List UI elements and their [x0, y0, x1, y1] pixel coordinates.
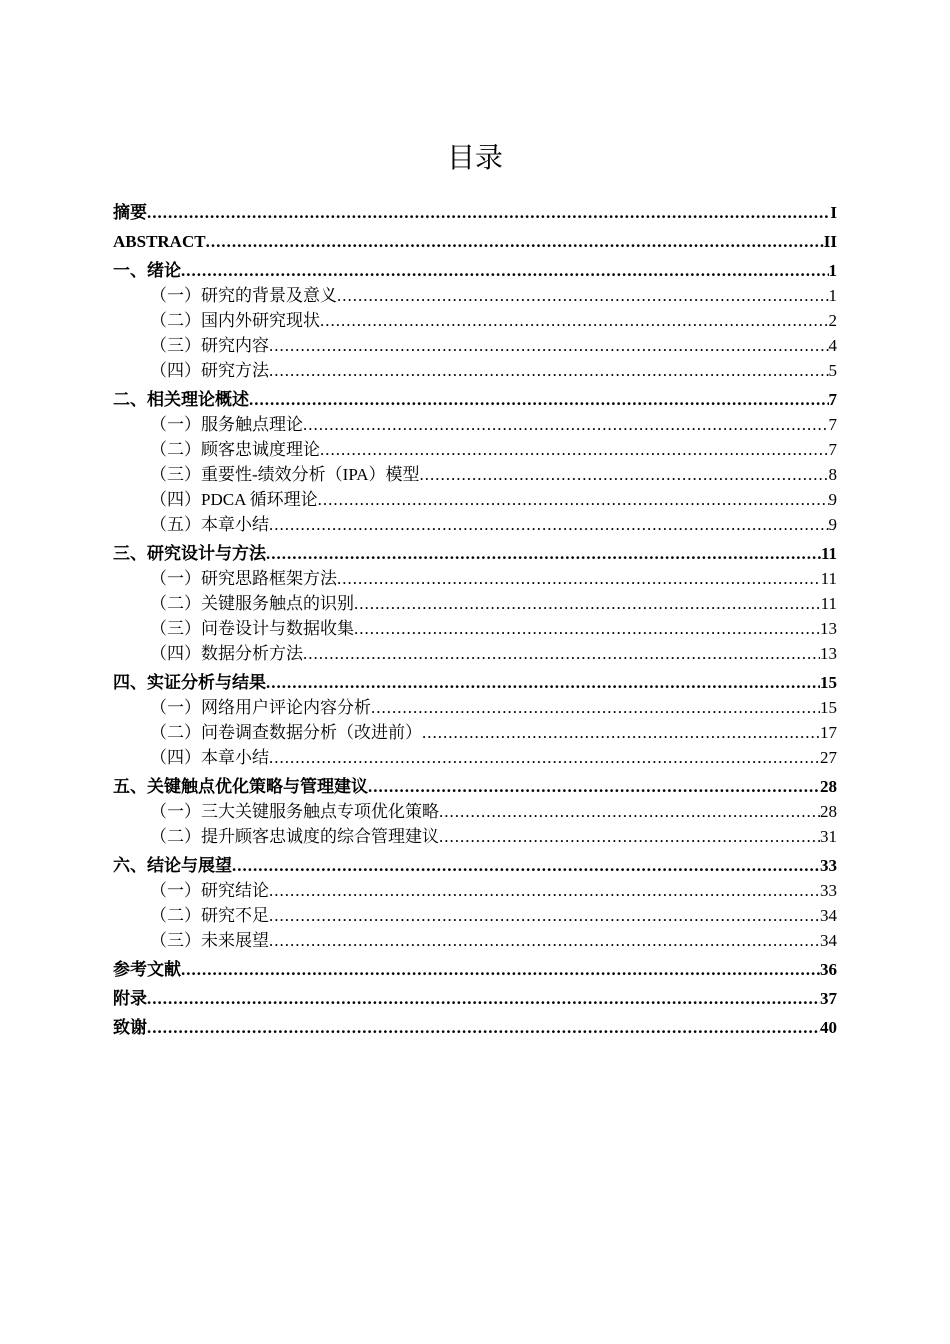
toc-dot-leader [439, 824, 820, 849]
toc-entry-label: （一）三大关键服务触点专项优化策略 [150, 802, 439, 821]
page-title: 目录 [446, 141, 503, 174]
toc-entry[interactable] [113, 437, 837, 462]
toc-dot-leader [269, 358, 829, 383]
toc-dot-leader [147, 986, 820, 1011]
toc-entry-page-number: 13 [820, 619, 837, 638]
toc-entry-label: 致谢 [113, 1018, 147, 1037]
toc-entry-page-number: 1 [828, 261, 837, 280]
toc-entry-page-number: II [823, 232, 837, 251]
toc-dot-leader [147, 200, 830, 225]
toc-entry-page-number: 1 [828, 286, 837, 305]
toc-entry-page-number: 13 [820, 644, 837, 663]
toc-dot-leader [368, 774, 820, 799]
toc-entry[interactable] [113, 903, 837, 928]
toc-entry[interactable] [113, 1015, 837, 1040]
toc-entry-page-number: 40 [820, 1018, 837, 1037]
toc-dot-leader [269, 928, 820, 953]
toc-entry-label: （三）问卷设计与数据收集 [150, 619, 354, 638]
toc-entry-label: （三）未来展望 [150, 931, 269, 950]
toc-entry-page-number: 9 [828, 515, 837, 534]
toc-entry[interactable] [113, 283, 837, 308]
toc-entry-page-number: 7 [828, 440, 837, 459]
toc-entry-page-number: 5 [828, 361, 837, 380]
toc-entry[interactable] [113, 487, 837, 512]
toc-entry[interactable] [113, 824, 837, 849]
toc-entry[interactable] [113, 878, 837, 903]
toc-entry-page-number: 33 [820, 881, 837, 900]
toc-dot-leader [269, 878, 820, 903]
toc-entry[interactable] [113, 412, 837, 437]
toc-entry-page-number: I [830, 203, 837, 222]
toc-entry[interactable] [113, 799, 837, 824]
toc-entry-label: （二）顾客忠诚度理论 [150, 440, 320, 459]
toc-entry-label: 二、相关理论概述 [113, 390, 249, 409]
toc-entry-label: （二）国内外研究现状 [150, 311, 320, 330]
toc-dot-leader [266, 670, 820, 695]
toc-entry-label: （一）服务触点理论 [150, 415, 303, 434]
toc-entry-page-number: 7 [828, 390, 837, 409]
toc-entry[interactable] [113, 670, 837, 695]
toc-entry-label: ABSTRACT [113, 232, 206, 251]
toc-dot-leader [439, 799, 820, 824]
toc-entry-label: （一）研究的背景及意义 [150, 286, 337, 305]
toc-entry[interactable] [113, 387, 837, 412]
table-of-contents [113, 196, 837, 1040]
toc-entry-page-number: 34 [820, 931, 837, 950]
toc-entry-page-number: 15 [820, 673, 837, 692]
toc-entry[interactable] [113, 333, 837, 358]
toc-entry-page-number: 37 [820, 989, 837, 1008]
toc-entry[interactable] [113, 462, 837, 487]
toc-entry-page-number: 11 [820, 594, 837, 613]
toc-entry[interactable] [113, 258, 837, 283]
toc-entry[interactable] [113, 358, 837, 383]
toc-entry-label: （一）研究思路框架方法 [150, 569, 337, 588]
toc-entry[interactable] [113, 695, 837, 720]
toc-entry[interactable] [113, 853, 837, 878]
toc-entry-label: 一、绪论 [113, 261, 181, 280]
toc-dot-leader [269, 333, 829, 358]
toc-dot-leader [354, 616, 820, 641]
toc-entry-label: （四）研究方法 [150, 361, 269, 380]
toc-dot-leader [320, 308, 829, 333]
toc-dot-leader [181, 957, 820, 982]
toc-dot-leader [206, 229, 824, 254]
toc-entry-page-number: 11 [820, 544, 837, 563]
toc-entry-label: （四）数据分析方法 [150, 644, 303, 663]
toc-dot-leader [269, 745, 820, 770]
toc-dot-leader [147, 1015, 820, 1040]
toc-dot-leader [371, 695, 820, 720]
toc-entry[interactable] [113, 616, 837, 641]
toc-dot-leader [269, 903, 820, 928]
toc-dot-leader [337, 283, 829, 308]
toc-entry-page-number: 34 [820, 906, 837, 925]
toc-dot-leader [232, 853, 820, 878]
toc-entry-label: （二）研究不足 [150, 906, 269, 925]
toc-entry-page-number: 2 [828, 311, 837, 330]
toc-entry[interactable] [113, 641, 837, 666]
toc-dot-leader [266, 541, 821, 566]
toc-entry[interactable] [113, 591, 837, 616]
toc-entry[interactable] [113, 229, 837, 254]
toc-entry-label: （三）研究内容 [150, 336, 269, 355]
toc-dot-leader [303, 412, 829, 437]
toc-entry-page-number: 7 [828, 415, 837, 434]
toc-entry-label: 参考文献 [113, 960, 181, 979]
toc-entry-page-number: 28 [820, 802, 837, 821]
toc-entry-label: （二）问卷调查数据分析（改进前） [150, 723, 422, 742]
toc-entry-label: （一）网络用户评论内容分析 [150, 698, 371, 717]
toc-entry-page-number: 33 [820, 856, 837, 875]
toc-entry[interactable] [113, 986, 837, 1011]
toc-entry[interactable] [113, 566, 837, 591]
toc-dot-leader [269, 512, 829, 537]
toc-entry-page-number: 17 [820, 723, 837, 742]
toc-entry-label: 附录 [113, 989, 147, 1008]
toc-entry[interactable] [113, 928, 837, 953]
toc-entry-label: （一）研究结论 [150, 881, 269, 900]
toc-entry-page-number: 8 [828, 465, 837, 484]
toc-entry-label: 五、关键触点优化策略与管理建议 [113, 777, 368, 796]
toc-entry[interactable] [113, 308, 837, 333]
toc-dot-leader [303, 641, 820, 666]
toc-entry-page-number: 28 [820, 777, 837, 796]
toc-dot-leader [422, 720, 820, 745]
toc-entry[interactable] [113, 745, 837, 770]
toc-entry-page-number: 11 [820, 569, 837, 588]
toc-entry-label: （四）PDCA 循环理论 [150, 490, 318, 509]
toc-dot-leader [420, 462, 829, 487]
toc-entry-page-number: 31 [820, 827, 837, 846]
toc-entry-page-number: 4 [828, 336, 837, 355]
toc-entry[interactable] [113, 512, 837, 537]
toc-dot-leader [181, 258, 829, 283]
toc-entry-page-number: 36 [820, 960, 837, 979]
toc-entry[interactable] [113, 774, 837, 799]
toc-dot-leader [318, 487, 829, 512]
toc-entry-label: 四、实证分析与结果 [113, 673, 266, 692]
toc-entry-label: （三）重要性-绩效分析（IPA）模型 [150, 465, 420, 484]
toc-entry-label: 六、结论与展望 [113, 856, 232, 875]
toc-entry[interactable] [113, 541, 837, 566]
toc-dot-leader [337, 566, 821, 591]
toc-entry-label: （二）提升顾客忠诚度的综合管理建议 [150, 827, 439, 846]
toc-entry[interactable] [113, 957, 837, 982]
toc-dot-leader [354, 591, 821, 616]
toc-dot-leader [320, 437, 829, 462]
toc-entry-label: 三、研究设计与方法 [113, 544, 266, 563]
toc-entry-page-number: 15 [820, 698, 837, 717]
toc-entry[interactable] [113, 720, 837, 745]
toc-dot-leader [249, 387, 829, 412]
toc-entry-page-number: 9 [828, 490, 837, 509]
toc-entry[interactable] [113, 200, 837, 225]
toc-entry-label: （四）本章小结 [150, 748, 269, 767]
toc-entry-label: 摘要 [113, 203, 147, 222]
toc-entry-page-number: 27 [820, 748, 837, 767]
toc-entry-label: （五）本章小结 [150, 515, 269, 534]
toc-entry-label: （二）关键服务触点的识别 [150, 594, 354, 613]
